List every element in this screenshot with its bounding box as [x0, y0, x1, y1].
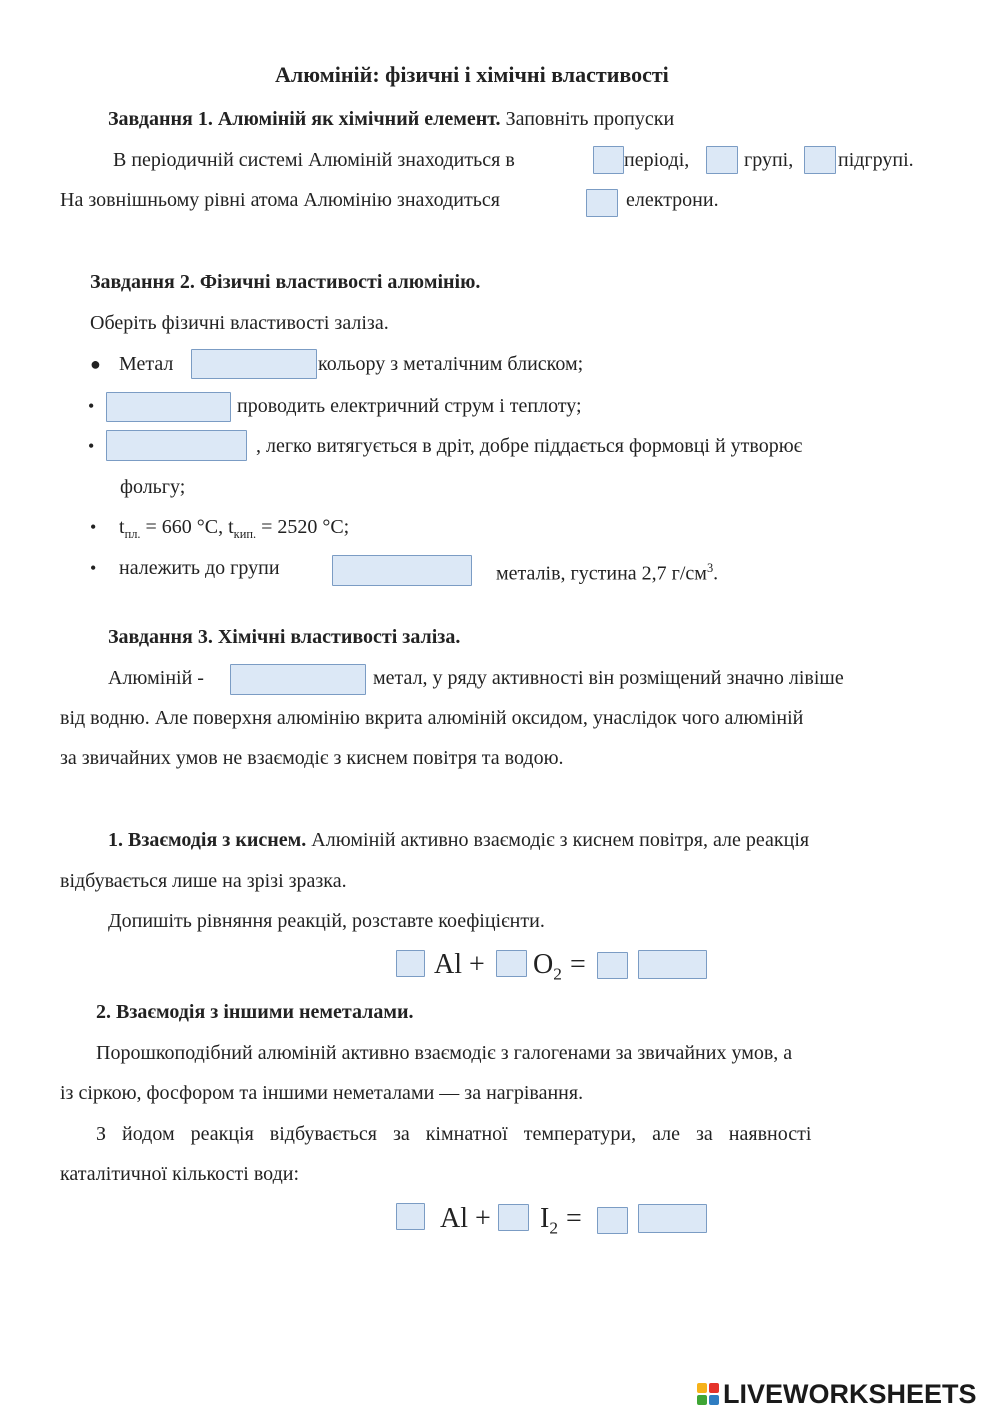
subgroup-input[interactable] — [804, 146, 836, 174]
section2-p1-b: із сіркою, фосфором та іншими неметалами — за нагрівання. — [60, 1082, 584, 1104]
task1-line — [108, 107, 674, 131]
bullet-icon: • — [90, 558, 97, 578]
task3-text-d: за звичайних умов не взаємодіє з киснем повітря та водою. — [60, 747, 564, 769]
eq1-coef-o2-input[interactable] — [496, 950, 527, 977]
b3-text-b: фольгу; — [120, 476, 186, 498]
b2-text: проводить електричний струм і теплоту; — [237, 395, 582, 417]
bullet-icon: • — [90, 517, 97, 537]
task2-instruction: Оберіть фізичні властивості заліза. — [90, 312, 389, 334]
page-title: Алюміній: фізичні і хімічні властивості — [275, 62, 669, 87]
eq1-o2: $O_2$ — [533, 949, 562, 984]
metal-group-input[interactable] — [332, 555, 472, 586]
b5-text-b: металів, густина 2,7 $г/см^3$. — [496, 561, 719, 585]
eq1-equals: = — [570, 949, 586, 980]
b1-text-a: Метал — [119, 353, 174, 375]
task3-text-c: від водню. Але поверхня алюмінію вкрита алюміній оксидом, унаслідок чого алюміній — [60, 707, 804, 729]
logo-square-green — [697, 1395, 707, 1405]
task1-text-b: періоді, — [624, 149, 690, 171]
b3-text-a: , легко витягується в дріт, добре піддається формовці й утворює — [256, 435, 803, 457]
period-input[interactable] — [593, 146, 624, 174]
group-input[interactable] — [706, 146, 738, 174]
bullet-icon: ● — [90, 354, 101, 374]
eq2-coef-al-input[interactable] — [396, 1203, 425, 1230]
bullet-icon: • — [88, 396, 95, 416]
b5-text-a: належить до групи — [119, 557, 280, 579]
conductivity-input[interactable] — [106, 392, 231, 422]
section2-heading: 2. Взаємодія з іншими неметалами. — [96, 1001, 414, 1023]
task1-heading: Завдання 1. Алюміній як хімічний елемент. — [108, 108, 501, 130]
section1-text-a: Алюміній активно взаємодіє з киснем повітря, але реакція — [311, 829, 810, 851]
task3-heading: Завдання 3. Хімічні властивості заліза. — [108, 626, 461, 648]
logo-square-yellow — [697, 1383, 707, 1393]
eq2-product-input[interactable] — [638, 1204, 707, 1233]
eq1-coef-product-input[interactable] — [597, 952, 628, 979]
section1-line — [108, 828, 809, 852]
task3-text-b: метал, у ряду активності він розміщений значно лівіше — [373, 667, 844, 689]
task1-text-e: На зовнішньому рівні атома Алюмінію знаходиться — [60, 189, 500, 211]
metal-type-input[interactable] — [230, 664, 366, 695]
task3-text-a: Алюміній - — [108, 667, 204, 689]
task1-text-d: підгрупі. — [838, 149, 914, 171]
logo-square-blue — [709, 1395, 719, 1405]
eq2-al: Al + — [440, 1203, 491, 1234]
section1-instruction: Допишіть рівняння реакцій, розставте коефіцієнти. — [108, 910, 545, 932]
eq1-product-input[interactable] — [638, 950, 707, 979]
eq1-al: Al + — [434, 949, 485, 980]
logo-square-red — [709, 1383, 719, 1393]
task1-text-f: електрони. — [626, 189, 719, 211]
eq2-coef-i2-input[interactable] — [498, 1204, 529, 1231]
eq1-coef-al-input[interactable] — [396, 950, 425, 977]
section1-text-b: відбувається лише на зрізі зразка. — [60, 870, 347, 892]
color-input[interactable] — [191, 349, 317, 379]
b1-text-b: кольору з металічним блиском; — [318, 353, 584, 375]
task1-text-c: групі, — [744, 149, 794, 171]
melting-boiling-points: $t_{пл.} = 660$ °С, $t_{кип.} = 2520$ °С; — [119, 516, 350, 541]
task2-heading: Завдання 2. Фізичні властивості алюмінію. — [90, 271, 481, 293]
section2-p1-a: Порошкоподібний алюміній активно взаємодіє з галогенами за звичайних умов, а — [96, 1042, 793, 1064]
eq2-equals: = — [566, 1203, 582, 1234]
task1-text-a: В періодичній системі Алюміній знаходиться в — [113, 149, 515, 171]
liveworksheets-brand: LIVEWORKSHEETS — [723, 1378, 977, 1409]
section2-p2-a: З йодом реакція відбувається за кімнатної температури, але за наявності — [96, 1123, 812, 1145]
section1-heading: 1. Взаємодія з киснем. — [108, 829, 307, 851]
bullet-icon: • — [88, 436, 95, 456]
liveworksheets-icon — [697, 1383, 719, 1405]
ductility-input[interactable] — [106, 430, 247, 461]
section2-p2-b: каталітичної кількості води: — [60, 1163, 300, 1185]
task1-instruction: Заповніть пропуски — [505, 108, 675, 130]
electrons-input[interactable] — [586, 189, 618, 217]
eq2-coef-product-input[interactable] — [597, 1207, 628, 1234]
liveworksheets-logo[interactable] — [697, 1379, 977, 1409]
eq2-i2: $I_2$ — [540, 1203, 559, 1238]
